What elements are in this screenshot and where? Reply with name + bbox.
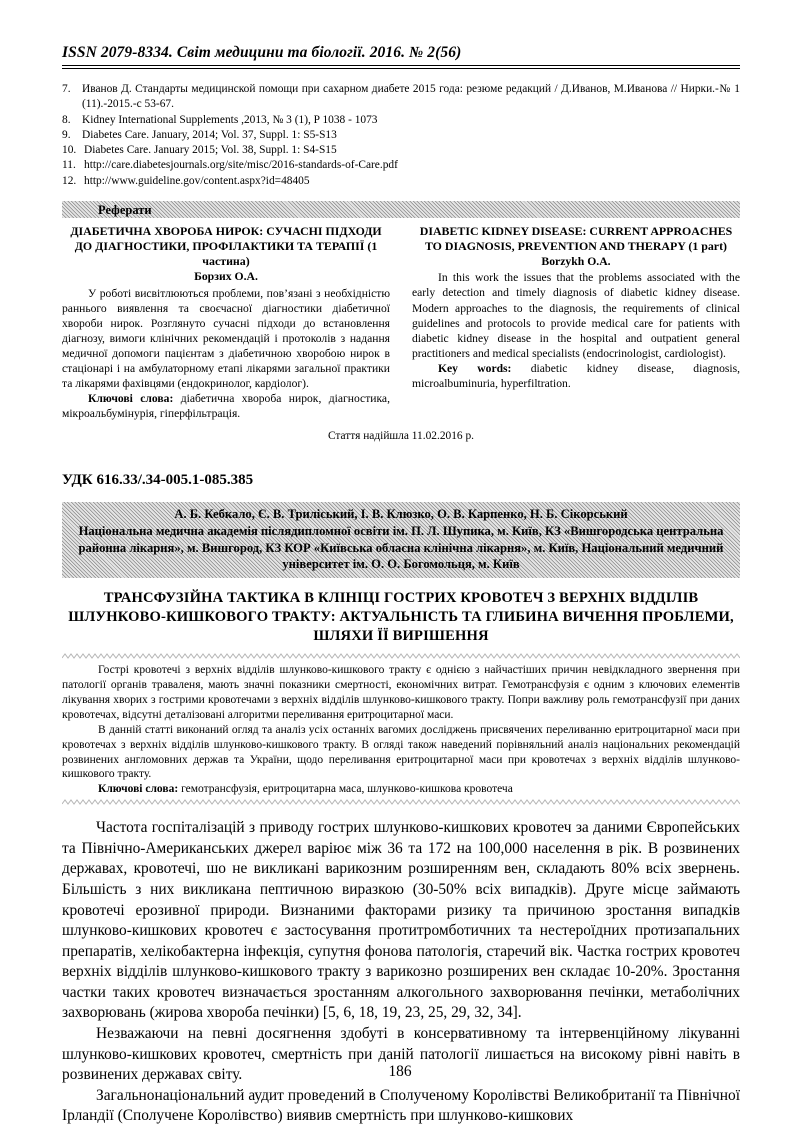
reference-item xyxy=(62,113,740,128)
summary-keywords-text: гемотрансфузія, еритроцитарна маса, шлунково-кишкова кровотеча xyxy=(178,783,513,796)
summary-keywords xyxy=(62,782,740,797)
reference-number: 9. xyxy=(62,128,71,141)
abstract-body-uk: У роботі висвітлюються проблеми, пов’язані з необхідністю раннього виявлення та своєчасної діагностики діабетичної хвороби нирок. Розглянуто сучасні підходи до встановлення діагнозу, вимоги клінічних рекомендацій і протоколів з надання медичної допомоги пацієнтам з діабетичною хворобою нирок в стаціонарі і на амбулаторному етапі лікарями загальної практики та лікарями фахівцями (ендокринолог, кардіолог). xyxy=(62,286,390,390)
abstracts-section-label: Реферати xyxy=(98,202,152,217)
abstract-column-uk xyxy=(62,224,390,421)
reference-item xyxy=(62,128,740,143)
abstracts-section-band xyxy=(62,201,740,218)
reference-text: Иванов Д. Стандарты медицинской помощи при сахарном диабете 2015 года: резюме редакций / Д.Иванов, М.Иванова // Нирки.-№ 1 (11).-2015.-с 53-67. xyxy=(82,83,740,111)
abstract-title-uk: ДІАБЕТИЧНА ХВОРОБА НИРОК: СУЧАСНІ ПІДХОДИ ДО ДІАГНОСТИКИ, ПРОФІЛАКТИКИ ТА ТЕРАПІЇ (1 частина) xyxy=(70,223,382,269)
abstract-column-en xyxy=(412,224,740,421)
abstract-columns xyxy=(62,224,740,421)
running-head-rule-thin xyxy=(62,68,740,69)
reference-text: Kidney International Supplements ,2013, № 3 (1), P 1038 - 1073 xyxy=(82,113,378,126)
summary-paragraph: В данній статті виконаний огляд та аналіз усіх останніх вагомих досліджень присвячених переливанню еритроцитарної маси при кровотечах з верхніх відділів шлунково-кишкового тракту. В огляді також наведений порівняльний аналіз національних рекомендацій розвинених англомовних держав та України, щодо переливання еритроцитарної маси при кровотечах з верхніх відділів шлунково-кишкового тракту. xyxy=(62,723,740,781)
zigzag-divider-top xyxy=(62,653,740,660)
summary-keywords-label: Ключові слова: xyxy=(98,783,179,796)
reference-list xyxy=(62,82,740,189)
reference-number: 12. xyxy=(62,174,77,187)
abstract-body-en: In this work the issues that the problems associated with the early detection and timely diagnosis of diabetic kidney disease. Modern approaches to the diagnosis, the requirements of clinical guidelines and protocols to provide medical care for patients with diabetic kidney disease in the hospital and outpatient general practitioners and medical specialists (endocrinologist, cardiologist). xyxy=(412,271,740,360)
article-authors: А. Б. Кебкало, Є. В. Триліський, І. В. Клюзко, О. В. Карпенко, Н. Б. Сікорський xyxy=(174,507,628,522)
reference-item xyxy=(62,174,740,189)
abstract-keywords-label-en: Key words: xyxy=(438,361,512,375)
reference-number: 10. xyxy=(62,144,77,157)
reference-number: 11. xyxy=(62,159,76,172)
reference-number: 8. xyxy=(62,113,71,126)
running-head: ISSN 2079-8334. Світ медицини та біології. 2016. № 2(56) xyxy=(62,44,462,61)
page-number: 186 xyxy=(388,1063,412,1080)
abstract-title-en: DIABETIC KIDNEY DISEASE: CURRENT APPROACHES TO DIAGNOSIS, PREVENTION AND THERAPY (1 part) xyxy=(419,223,733,254)
reference-link[interactable]: http://www.guideline.gov/content.aspx?id=48405 xyxy=(84,174,310,187)
abstract-keywords-uk xyxy=(62,391,390,421)
article-affiliations: Національна медична академія післядипломної освіти ім. П. Л. Шупика, м. Київ, КЗ «Вишгородська центральна районна лікарня», м. Вишгород, КЗ КОР «Київська обласна клінічна лікарня», м. Київ, Національний медичний університет ім. О. О. Богомольця, м. Київ xyxy=(78,523,724,572)
abstract-author-uk: Борзих О.А. xyxy=(194,270,258,284)
reference-item xyxy=(62,158,740,173)
received-date-note: Стаття надійшла 11.02.2016 р. xyxy=(327,430,474,443)
body-paragraph: Загальнонаціональний аудит проведений в Сполученому Королівстві Великобританії та Північної Ірландії (Сполучене Королівство) виявив смертність при шлунково-кишкових xyxy=(62,1086,740,1125)
reference-text: Diabetes Care. January, 2014; Vol. 37, Suppl. 1: S5-S13 xyxy=(82,128,337,141)
abstract-keywords-text-uk: діабетична хвороба нирок, діагностика, мікроальбумінурія, гіперфільтрація. xyxy=(62,391,390,420)
abstract-keywords-en xyxy=(412,361,740,391)
authors-affiliations-band xyxy=(62,502,740,578)
body-paragraph: Частота госпіталізацій з приводу гострих шлунково-кишкових кровотеч за даними Європейських та Північно-Американських джерел варіює між 36 та 172 на 100,000 населення в рік. В розвинених державах, кровотечі, шо не викликані варикозним розширенням вен, складають 80% всіх звернень. Більшість з них викликана пептичною виразкою (30-50% всіх випадків). Друге місце займають кровотечі ерозивної природи. Визнаними факторами ризику та причиною зростання випадків шлунково-кишкових кровотеч є застосування протитромботичних та нестероїдних протизапальних препаратів, хелікобактерна інфекція, супутня фонова патологія, старечий вік. Частка гострих кровотеч верхніх відділів шлунково-кишкового тракту з варикозно розширених вен складає 10-20%. Зростання частки таких кровотеч визначається зростанням алкогольного захворювання печінки, метаболічних захворювань (жирова хвороба печінки) [5, 6, 18, 19, 23, 25, 29, 32, 34]. xyxy=(62,819,740,1022)
page-content xyxy=(62,44,740,1127)
running-head-rule-thick xyxy=(62,65,740,66)
reference-item xyxy=(62,143,740,158)
reference-link[interactable]: http://care.diabetesjournals.org/site/misc/2016-standards-of-Care.pdf xyxy=(84,159,398,172)
reference-text: Diabetes Care. January 2015; Vol. 38, Suppl. 1: S4-S15 xyxy=(84,144,337,157)
article-title: ТРАНСФУЗІЙНА ТАКТИКА В КЛІНІЦІ ГОСТРИХ КРОВОТЕЧ З ВЕРХНІХ ВІДДІЛІВ ШЛУНКОВО-КИШКОВОГО ТРАКТУ: АКТУАЛЬНІСТЬ ТА ГЛИБИНА ВИЧЕННЯ ПРОБЛЕМИ, ШЛЯХИ ЇЇ ВИРІШЕННЯ xyxy=(68,590,734,644)
abstract-keywords-label-uk: Ключові слова: xyxy=(88,391,174,405)
zigzag-divider-bottom xyxy=(62,799,740,806)
udc-code: УДК 616.33/.34-005.1-085.385 xyxy=(62,472,254,489)
article-summary xyxy=(62,663,740,797)
reference-number: 7. xyxy=(62,83,71,95)
reference-item xyxy=(62,82,740,113)
summary-paragraph: Гострі кровотечі з верхніх відділів шлунково-кишкового тракту є однією з найчастіших причин невідкладного звернення при патології органів траваленя, мають значні показники смертності, економічних витрат. Гемотрансфузія є одним з ключових елементів лікування хворих з гострими кровотечами з верхніх відділів шлунково-кишкового тракту. Попри важливу роль гемотрансфузії при даних кровотечах, відсутні деталізовані алгоритми переливання еритроцитарної маси. xyxy=(62,663,740,721)
abstract-author-en: Borzykh O.A. xyxy=(541,255,611,269)
abstract-keywords-text-en: diabetic kidney disease, diagnosis, microalbuminuria, hyperfiltration. xyxy=(412,361,741,390)
body-paragraph: Незважаючи на певні досягнення здобуті в консервативному та інтервенційному лікуванні шлунково-кишкових кровотеч, смертність при даній патології лишається на високому рівні навіть в розвинених державах світу. xyxy=(62,1024,740,1084)
